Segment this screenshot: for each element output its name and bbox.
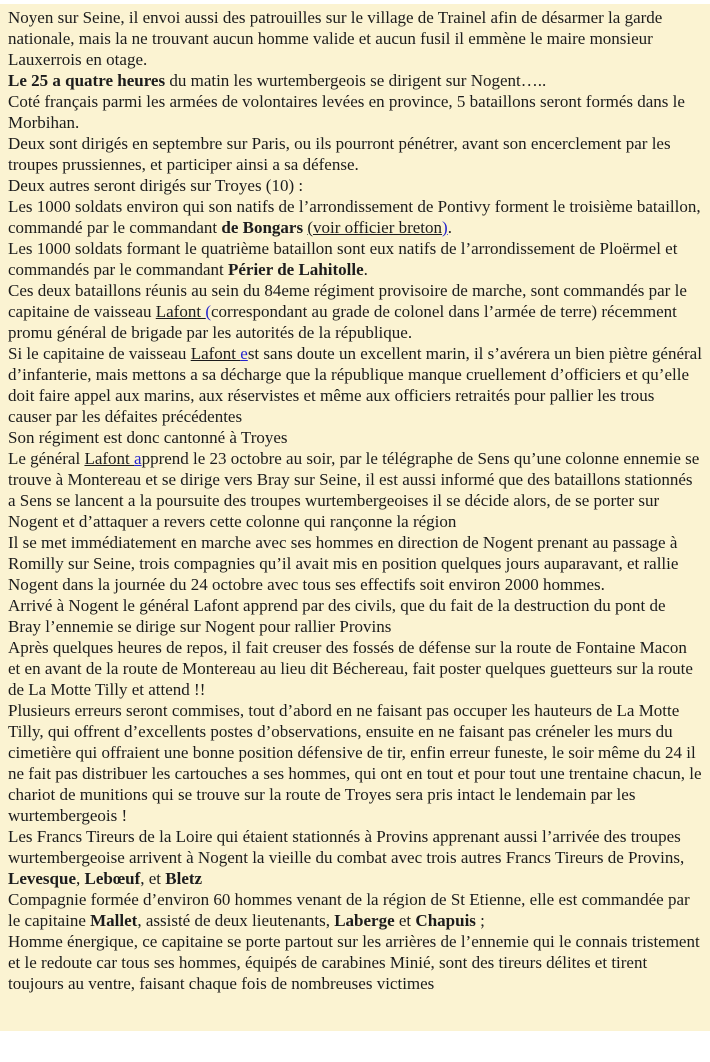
paragraph [8,238,702,280]
text-run: , [76,869,85,888]
paragraph [8,532,702,595]
link[interactable]: Lafont [84,449,135,468]
paragraph [8,70,702,91]
paragraph [8,91,702,133]
bold-text: Bletz [165,869,203,888]
link[interactable]: Lafont [155,302,206,321]
text-run: Si le capitaine de vaisseau [8,344,191,363]
text-run: Noyen sur Seine, il envoi aussi des patrouilles sur le village de Trainel afin de désarmer la garde nationale, mais la ne trouvant aucun homme valide et aucun fusil il emmène le maire monsieur Lauxerrois en otage. [8,8,663,69]
bold-text: Laberge [334,911,395,930]
text-run: st sans doute un excellent marin, il s’avérera un bien piètre général d’infanterie, mais mettons a sa décharge que la république manque cruellement d’officiers et qu’elle doit faire appel aux marins, aux réservistes et même aux officiers retraités pour pallier les trous causer par les défaites précédentes [8,344,702,426]
bold-text: Lebœuf [84,869,141,888]
paragraph [8,133,702,175]
paragraph [8,196,702,238]
paragraph [8,595,702,637]
paragraph [8,931,702,994]
text-run: Ces deux bataillons réunis au sein du 84eme régiment provisoire de marche, sont commandés par le capitaine de vaisseau [8,281,687,321]
text-run: ; [475,911,485,930]
paragraph [8,280,702,343]
text-run: pprend le 23 octobre au soir, par le télégraphe de Sens qu’une colonne ennemie se trouve à Montereau et se dirige vers Bray sur Seine, il est aussi informé que des bataillons stationnés a Sens se lancent a la poursuite des troupes wurtembergeoises il se décide alors, de se porter sur Nogent et d’attaquer a revers cette colonne qui rançonne la région [8,449,700,531]
text-run: Compagnie formée d’environ 60 hommes venant de la région de St Etienne, elle est commandée par le capitaine [8,890,690,930]
paragraph [8,637,702,700]
text-run: , et [140,869,166,888]
bold-text: de Bongars [221,218,304,237]
paragraph [8,826,702,889]
text-run: Plusieurs erreurs seront commises, tout d’abord en ne faisant pas occuper les hauteurs de La Motte Tilly, qui offrent d’excellents postes d’observations, ensuite en ne faisant pas créneler les murs du cimetière qui offraient une bonne position défensive de tir, enfin erreur funeste, le soir même du 24 il ne fait pas distribuer les cartouches a ses hommes, qui ont en tout et pour tout une trentaine chacun, le chariot de munitions qui se trouve sur la route de Troyes sera pris intact le lendemain par les wurtembergeois ! [8,701,702,825]
link[interactable]: a [134,449,142,468]
text-run: Deux autres seront dirigés sur Troyes (10) : [8,176,304,195]
link[interactable]: (voir officier breton [307,218,443,237]
text-run: Arrivé à Nogent le général Lafont apprend par des civils, que du fait de la destruction du pont de Bray l’ennemie se dirige sur Nogent pour rallier Provins [8,596,666,636]
paragraph [8,700,702,826]
bold-text: Levesque [8,869,76,888]
paragraph [8,427,702,448]
text-run: . [447,218,452,237]
text-run: . [363,260,368,279]
document-page [0,4,710,1031]
paragraph [8,889,702,931]
text-run: correspondant au grade de colonel dans l’armée de terre) récemment promu général de brigade par les autorités de la république. [8,302,677,342]
text-run: , assisté de deux lieutenants, [137,911,335,930]
paragraph [8,343,702,427]
text-run: Il se met immédiatement en marche avec ses hommes en direction de Nogent prenant au passage à Romilly sur Seine, trois compagnies qu’il avait mis en position quelques jours auparavant, et rallie Nogent dans la journée du 24 octobre avec tous ses effectifs soit environ 2000 hommes. [8,533,679,594]
text-run: Après quelques heures de repos, il fait creuser des fossés de défense sur la route de Fontaine Macon et en avant de la route de Montereau au lieu dit Béchereau, fait poster quelques guetteurs sur la route de La Motte Tilly et attend !! [8,638,693,699]
link[interactable]: e [240,344,248,363]
text-run: Coté français parmi les armées de volontaires levées en province, 5 bataillons seront formés dans le Morbihan. [8,92,685,132]
text-run: Son régiment est donc cantonné à Troyes [8,428,288,447]
link[interactable]: ) [442,218,448,237]
text-run: Deux sont dirigés en septembre sur Paris, ou ils pourront pénétrer, avant son encerclement par les troupes prussiennes, et participer ainsi a sa défense. [8,134,671,174]
text-run: et [394,911,416,930]
link[interactable]: Lafont [190,344,241,363]
document-body [8,7,702,994]
bold-text: Mallet [90,911,138,930]
bold-text: Périer de Lahitolle [227,260,364,279]
text-run: Le général [8,449,85,468]
paragraph [8,175,702,196]
bold-text: Chapuis [415,911,476,930]
bold-text: Le 25 a quatre heures [8,71,166,90]
link[interactable]: ( [205,302,211,321]
text-run: Les Francs Tireurs de la Loire qui étaient stationnés à Provins apprenant aussi l’arrivée des troupes wurtembergeoise arrivent à Nogent la vieille du combat avec trois autres Francs Tireurs de Provins, [8,827,685,867]
text-run: Homme énergique, ce capitaine se porte partout sur les arrières de l’ennemie qui le connais tristement et le redoute car tous ses hommes, équipés de carabines Minié, sont des tireurs délites et tirent toujours au ventre, faisant chaque fois de nombreuses victimes [8,932,700,993]
text-run: du matin les wurtembergeois se dirigent sur Nogent….. [165,71,547,90]
text-run: Les 1000 soldats formant le quatrième bataillon sont eux natifs de l’arrondissement de Ploërmel et commandés par le commandant [8,239,678,279]
paragraph [8,448,702,532]
paragraph [8,7,702,70]
text-run: Les 1000 soldats environ qui son natifs de l’arrondissement de Pontivy forment le troisième bataillon, commandé par le commandant [8,197,701,237]
